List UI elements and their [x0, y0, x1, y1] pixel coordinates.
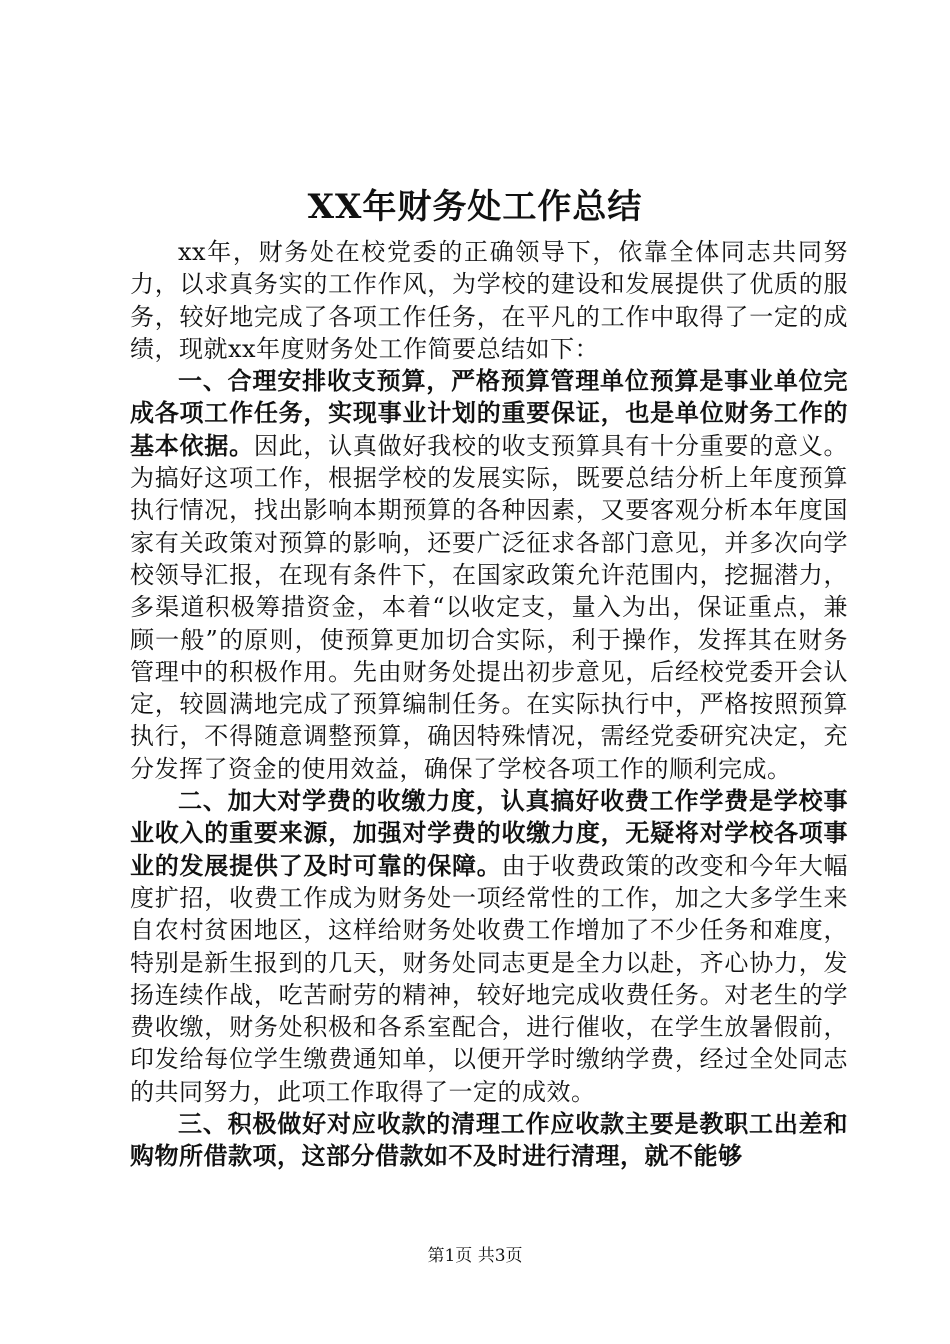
paragraph-section-2: [130, 785, 848, 1108]
page-footer: 第1页 共3页: [427, 1246, 523, 1266]
paragraph-intro: [130, 236, 848, 365]
paragraph-section-1: [130, 365, 848, 785]
section-heading: 三、积极做好对应收款的清理工作应收款主要是教职工出差和购物所借款项，这部分借款如不及时进行清理，就不能够: [130, 1109, 848, 1171]
paragraph-text: 因此，认真做好我校的收支预算具有十分重要的意义。为搞好这项工作，根据学校的发展实际，既要总结分析上年度预算执行情况，找出影响本期预算的各种因素，又要客观分析本年度国家有关政策对预算的影响，还要广泛征求各部门意见，并多次向学校领导汇报，在现有条件下，在国家政策允许范围内，挖掘潜力，多渠道积极筹措资金，本着“以收定支，量入为出，保证重点，兼顾一般”的原则，使预算更加切合实际，利于操作，发挥其在财务管理中的积极作用。先由财务处提出初步意见，后经校党委开会认定，较圆满地完成了预算编制任务。在实际执行中，严格按照预算执行，不得随意调整预算，确因特殊情况，需经党委研究决定，充分发挥了资金的使用效益，确保了学校各项工作的顺利完成。: [130, 431, 849, 783]
document-body: [130, 236, 848, 1173]
paragraph-text: xx年，财务处在校党委的正确领导下，依靠全体同志共同努力，以求真务实的工作作风，为学校的建设和发展提供了优质的服务，较好地完成了各项工作任务，在平凡的工作中取得了一定的成绩，现就xx年度财务处工作简要总结如下：: [130, 238, 848, 363]
section-heading: 一、合理安排收支预算，严格预算管理单位预算是事业单位完成各项工作任务，实现事业计划的重要保证，也是单位财务工作的基本依据。: [130, 366, 848, 460]
section-heading: 二、加大对学费的收缴力度，认真搞好收费工作学费是学校事业收入的重要来源，加强对学费的收缴力度，无疑将对学校各项事业的发展提供了及时可靠的保障。: [130, 786, 848, 880]
page-title: XX年财务处工作总结: [307, 187, 643, 227]
paragraph-section-3: [130, 1108, 848, 1173]
paragraph-text: 由于收费政策的改变和今年大幅度扩招，收费工作成为财务处一项经常性的工作，加之大多学生来自农村贫困地区，这样给财务处收费工作增加了不少任务和难度，特别是新生报到的几天，财务处同志更是全力以赴，齐心协力，发扬连续作战，吃苦耐劳的精神，较好地完成收费任务。对老生的学费收缴，财务处积极和各系室配合，进行催收，在学生放暑假前，印发给每位学生缴费通知单，以便开学时缴纳学费，经过全处同志的共同努力，此项工作取得了一定的成效。: [130, 851, 849, 1106]
